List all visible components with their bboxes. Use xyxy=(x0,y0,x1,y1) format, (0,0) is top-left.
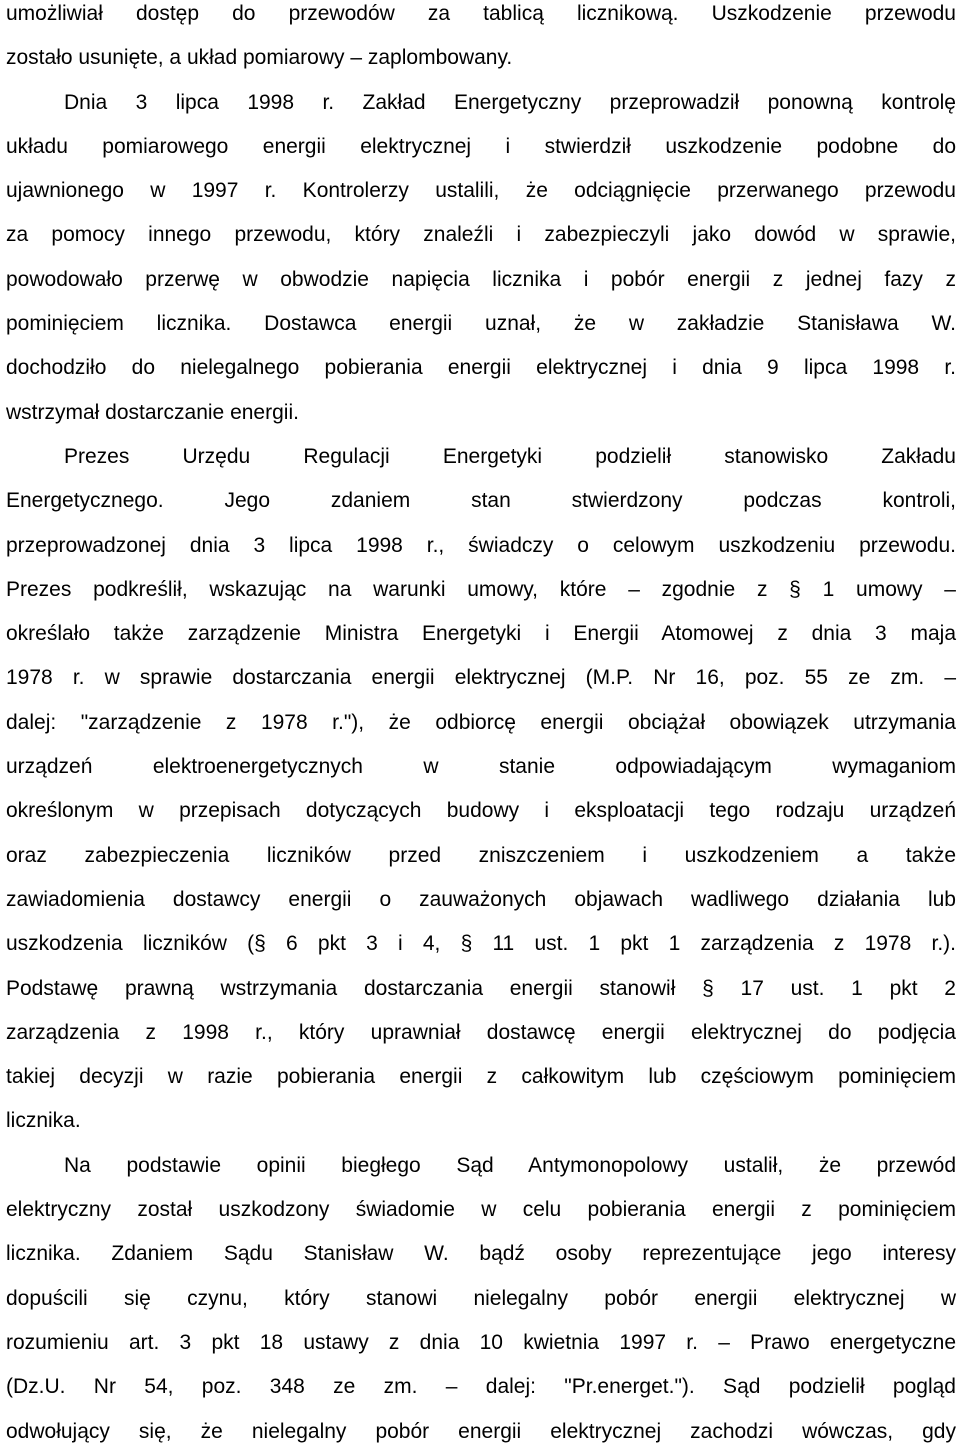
text-line: licznika. xyxy=(6,1109,81,1133)
text-line: Na podstawie opinii biegłego Sąd Antymonopolowy ustalił, że przewód xyxy=(64,1153,956,1177)
text-line: Dnia 3 lipca 1998 r. Zakład Energetyczny przeprowadził ponowną kontrolę xyxy=(64,90,956,114)
text-line: licznika. Zdaniem Sądu Stanisław W. bądź osoby reprezentujące jego interesy xyxy=(6,1242,956,1266)
text-line: za pomocy innego przewodu, który znaleźli i zabezpieczyli jako dowód w sprawie, xyxy=(6,223,956,247)
text-line: zostało usunięte, a układ pomiarowy – zaplombowany. xyxy=(6,46,513,70)
text-line: określało także zarządzenie Ministra Energetyki i Energii Atomowej z dnia 3 maja xyxy=(6,622,956,646)
text-line: takiej decyzji w razie pobierania energii z całkowitym lub częściowym pominięciem xyxy=(6,1065,956,1089)
text-line: oraz zabezpieczenia liczników przed zniszczeniem i uszkodzeniem a także xyxy=(6,843,956,867)
text-line: Prezes podkreślił, wskazując na warunki umowy, które – zgodnie z § 1 umowy – xyxy=(6,577,956,601)
text-line: układu pomiarowego energii elektrycznej i stwierdził uszkodzenie podobne do xyxy=(6,134,956,158)
text-line: dochodziło do nielegalnego pobierania energii elektrycznej i dnia 9 lipca 1998 r. xyxy=(6,356,956,380)
text-line: dopuścili się czynu, który stanowi nielegalny pobór energii elektrycznej w xyxy=(6,1286,956,1310)
text-line: Energetycznego. Jego zdaniem stan stwierdzony podczas kontroli, xyxy=(6,489,956,513)
text-line: dalej: "zarządzenie z 1978 r."), że odbiorcę energii obciążał obowiązek utrzymania xyxy=(6,710,956,734)
text-line: Prezes Urzędu Regulacji Energetyki podzielił stanowisko Zakładu xyxy=(64,444,956,468)
text-line: 1978 r. w sprawie dostarczania energii elektrycznej (M.P. Nr 16, poz. 55 ze zm. – xyxy=(6,666,956,690)
text-line: elektryczny został uszkodzony świadomie w celu pobierania energii z pominięciem xyxy=(6,1198,956,1222)
text-line: wstrzymał dostarczanie energii. xyxy=(6,400,299,424)
text-line: ujawnionego w 1997 r. Kontrolerzy ustalili, że odciągnięcie przerwanego przewodu xyxy=(6,179,956,203)
text-line: powodowało przerwę w obwodzie napięcia licznika i pobór energii z jednej fazy z xyxy=(6,267,956,291)
text-line: umożliwiał dostęp do przewodów za tablicą licznikową. Uszkodzenie przewodu xyxy=(6,2,956,25)
text-line: zawiadomienia dostawcy energii o zauważonych objawach wadliwego działania lub xyxy=(6,887,956,911)
text-line: zarządzenia z 1998 r., który uprawniał dostawcę energii elektrycznej do podjęcia xyxy=(6,1020,956,1044)
text-line: przeprowadzonej dnia 3 lipca 1998 r., świadczy o celowym uszkodzeniu przewodu. xyxy=(6,533,956,557)
text-line: Podstawę prawną wstrzymania dostarczania energii stanowił § 17 ust. 1 pkt 2 xyxy=(6,976,956,1000)
text-line: rozumieniu art. 3 pkt 18 ustawy z dnia 10 kwietnia 1997 r. – Prawo energetyczne xyxy=(6,1330,956,1354)
text-line: pominięciem licznika. Dostawca energii uznał, że w zakładzie Stanisława W. xyxy=(6,312,956,336)
text-line: urządzeń elektroenergetycznych w stanie odpowiadającym wymaganiom xyxy=(6,755,956,779)
text-line: określonym w przepisach dotyczących budowy i eksploatacji tego rodzaju urządzeń xyxy=(6,799,956,823)
text-line: odwołujący się, że nielegalny pobór energii elektrycznej zachodzi wówczas, gdy xyxy=(6,1419,956,1443)
text-line: uszkodzenia liczników (§ 6 pkt 3 i 4, § 11 ust. 1 pkt 1 zarządzenia z 1978 r.). xyxy=(6,932,956,956)
document-page xyxy=(6,0,956,1454)
text-line: (Dz.U. Nr 54, poz. 348 ze zm. – dalej: "Pr.energet."). Sąd podzielił pogląd xyxy=(6,1375,956,1399)
